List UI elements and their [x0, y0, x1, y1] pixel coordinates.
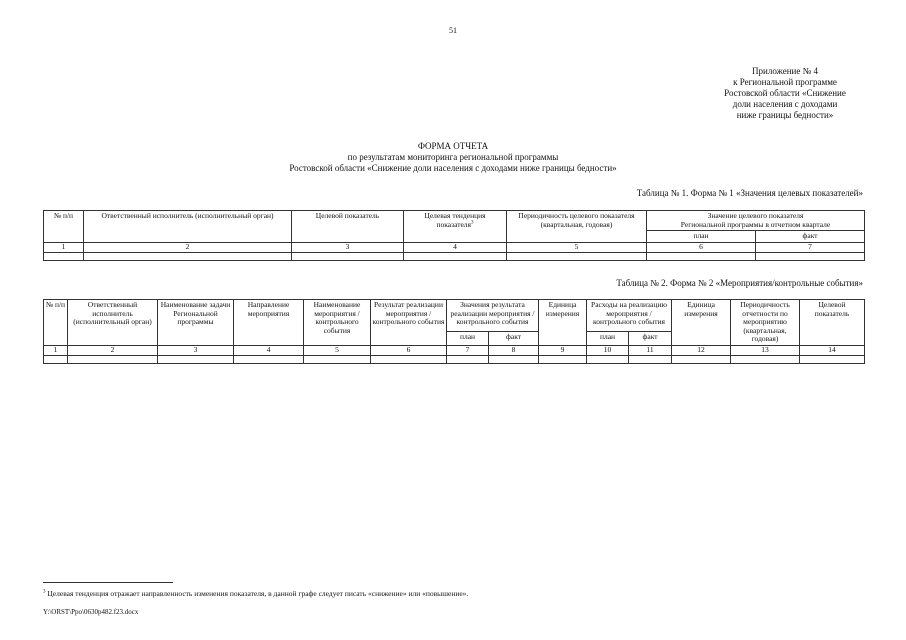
- col-header-responsible: Ответственный исполнитель (исполнительный орган): [68, 300, 158, 346]
- column-number: 2: [68, 345, 158, 355]
- form-subtitle: Ростовской области «Снижение доли населения с доходами ниже границы бедности»: [289, 163, 617, 173]
- table2-caption: Таблица № 2. Форма № 2 «Мероприятия/контрольные события»: [616, 278, 863, 288]
- empty-cell: [539, 355, 587, 363]
- col-header-indicator: Целевой показатель: [292, 211, 404, 243]
- column-number: 5: [304, 345, 371, 355]
- col-header-trend: [404, 211, 507, 243]
- table-header-row: [44, 211, 865, 231]
- value-header-line1: Значение целевого показателя: [707, 211, 804, 220]
- appendix-line: Ростовской области «Снижение: [724, 88, 846, 98]
- form-title: [0, 141, 906, 174]
- empty-cell: [731, 355, 800, 363]
- appendix-line: доли населения с доходами: [732, 99, 838, 109]
- column-number: 3: [292, 242, 404, 252]
- column-number: 14: [800, 345, 865, 355]
- column-number: 7: [447, 345, 489, 355]
- footnote: [43, 589, 468, 598]
- footnote-text: Целевая тенденция отражает направленность изменения показателя, в данной графе следует писать «снижение» или «повышение».: [47, 589, 469, 598]
- empty-cell: [68, 355, 158, 363]
- col-header-plan: план: [447, 332, 489, 345]
- col-header-fact: факт: [489, 332, 539, 345]
- col-header-fact: факт: [756, 231, 865, 243]
- empty-cell: [84, 252, 292, 260]
- empty-data-row: [44, 252, 865, 260]
- empty-cell: [158, 355, 234, 363]
- empty-cell: [44, 355, 68, 363]
- footnote-separator: [43, 582, 173, 583]
- empty-cell: [587, 355, 629, 363]
- column-numbers-row: [44, 345, 865, 355]
- empty-cell: [800, 355, 865, 363]
- footnote-ref: 3: [471, 220, 474, 225]
- col-header-direction: Направление мероприятия: [234, 300, 304, 346]
- empty-cell: [507, 252, 647, 260]
- empty-cell: [489, 355, 539, 363]
- table1-caption: Таблица № 1. Форма № 1 «Значения целевых показателей»: [636, 188, 863, 198]
- col-header-unit: Единица измерения: [539, 300, 587, 346]
- col-header-unit2: Единица измерения: [672, 300, 731, 346]
- col-header-plan: план: [647, 231, 756, 243]
- trend-label: Целевая тенденция показателя: [424, 211, 486, 229]
- column-numbers-row: [44, 242, 865, 252]
- empty-cell: [371, 355, 447, 363]
- col-header-indicator: Целевой показатель: [800, 300, 865, 346]
- col-header-result-values: Значения результата реализации мероприятия / контрольного события: [447, 300, 539, 332]
- empty-cell: [447, 355, 489, 363]
- appendix-line: Приложение № 4: [752, 66, 818, 76]
- column-number: 3: [158, 345, 234, 355]
- appendix-line: к Региональной программе: [733, 77, 837, 87]
- col-header-periodicity: Периодичность отчетности по мероприятию (квартальная, годовая): [731, 300, 800, 346]
- file-path: Y:\ORST\Ppo\0630p482.f23.docx: [43, 608, 139, 616]
- column-number: 5: [507, 242, 647, 252]
- empty-cell: [629, 355, 672, 363]
- col-header-value: [647, 211, 865, 231]
- col-header-no: № п/п: [44, 211, 84, 243]
- column-number: 4: [404, 242, 507, 252]
- column-number: 1: [44, 242, 84, 252]
- form-heading: ФОРМА ОТЧЕТА: [417, 141, 489, 151]
- appendix-line: ниже границы бедности»: [736, 110, 834, 120]
- empty-cell: [292, 252, 404, 260]
- col-header-task: Наименование задачи Региональной программы: [158, 300, 234, 346]
- column-number: 13: [731, 345, 800, 355]
- empty-cell: [44, 252, 84, 260]
- col-header-responsible: Ответственный исполнитель (исполнительный орган): [84, 211, 292, 243]
- footnote-marker: 3: [43, 589, 46, 595]
- empty-cell: [672, 355, 731, 363]
- empty-cell: [647, 252, 756, 260]
- col-header-event-name: Наименование мероприятия / контрольного события: [304, 300, 371, 346]
- empty-cell: [234, 355, 304, 363]
- column-number: 6: [371, 345, 447, 355]
- column-number: 12: [672, 345, 731, 355]
- empty-data-row: [44, 355, 865, 363]
- appendix-block: [690, 66, 880, 121]
- column-number: 1: [44, 345, 68, 355]
- empty-cell: [756, 252, 865, 260]
- table-header-row: [44, 300, 865, 332]
- page-number: 51: [449, 26, 457, 35]
- col-header-costs: Расходы на реализацию мероприятия / контрольного события: [587, 300, 672, 332]
- column-number: 6: [647, 242, 756, 252]
- empty-cell: [304, 355, 371, 363]
- column-number: 8: [489, 345, 539, 355]
- column-number: 11: [629, 345, 672, 355]
- col-header-no: № п/п: [44, 300, 68, 346]
- form-subtitle: по результатам мониторинга региональной программы: [347, 152, 559, 162]
- column-number: 4: [234, 345, 304, 355]
- col-header-result: Результат реализации мероприятия / контрольного события: [371, 300, 447, 346]
- column-number: 2: [84, 242, 292, 252]
- column-number: 9: [539, 345, 587, 355]
- col-header-periodicity: Периодичность целевого показателя (квартальная, годовая): [507, 211, 647, 243]
- column-number: 10: [587, 345, 629, 355]
- value-header-line2: Региональной программы в отчетном квартале: [680, 219, 831, 229]
- table2-events: [43, 299, 865, 364]
- col-header-fact: факт: [629, 332, 672, 345]
- table1-target-indicators: [43, 210, 865, 261]
- empty-cell: [404, 252, 507, 260]
- column-number: 7: [756, 242, 865, 252]
- col-header-plan: план: [587, 332, 629, 345]
